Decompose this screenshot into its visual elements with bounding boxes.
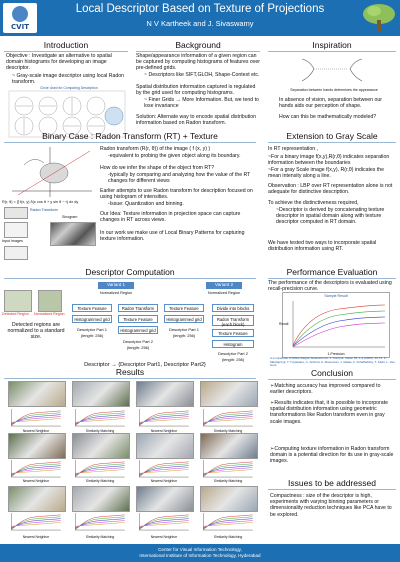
v2-texture-feature-2: Texture Feature <box>212 329 254 337</box>
v2-part2: Descriptor Part 2 (length: 256) <box>217 351 248 363</box>
radon-thumb <box>4 207 28 219</box>
result-image <box>8 486 66 512</box>
extension-p1: In RT representation , <box>268 146 318 152</box>
conclusion-title: Conclusion <box>310 368 354 378</box>
background-p2: Spatial distribution information captured is regulated by the grid used for computing histograms. <box>136 84 256 97</box>
result-plot <box>200 512 256 531</box>
binary-p2: How do we infer the shape of the object from RT? <box>100 165 215 171</box>
footer-line1: Center for Visual Information Technology, <box>158 547 242 552</box>
result-label: Nearest Neighbor <box>150 429 178 433</box>
v1-part2: Descriptor Part 2 (length: 256) <box>122 339 153 351</box>
v2-part1: Descriptor Part 1 (length: 256) <box>168 327 199 339</box>
intro-bullet: ~ Gray-scale image descriptor using local Radon transform. <box>12 73 125 86</box>
normalized-label: Normalized Region <box>34 312 65 316</box>
input-image-thumb-2 <box>4 246 28 260</box>
result-image <box>136 381 194 407</box>
background-title: Background <box>175 40 221 50</box>
result-label: Similarity Matching <box>85 429 115 433</box>
input-images-label: Input Images <box>2 239 23 243</box>
inspiration-title: Inspiration <box>312 40 352 50</box>
extension-p2: Observation : LBP over RT representation alone is not adequate for distinctive description. <box>268 183 393 196</box>
result-label: Similarity Matching <box>85 479 115 483</box>
inspiration-caption: Separation between hands determines the appearance <box>290 88 378 92</box>
inspiration-p2: How can this be mathematically modeled? <box>279 114 377 120</box>
result-image <box>72 381 130 407</box>
background-p3: Solution: Alternate way to encode spatial distribution information based on Radon transform. <box>136 114 256 127</box>
performance-title: Performance Evaluation <box>286 267 378 277</box>
results-title: Results <box>115 367 145 377</box>
sinogram-label: Sinogram <box>62 215 78 219</box>
plot-ylabel: Recall <box>279 322 289 326</box>
intro-figure-caption: Circle Used for Computing Description <box>40 86 98 90</box>
result-plot <box>136 408 192 427</box>
extension-b1: ~For a binary image f(x,y),R(r,θ) indicates separation information between the boundaries <box>268 154 390 167</box>
result-plot <box>136 459 192 478</box>
input-image-thumb <box>4 222 28 238</box>
v1-hist-grid-2: Histogrammed grid <box>118 326 158 334</box>
performance-citation: A comparison of Affine Region Detectors,Int. J. Comput. Vision 65, 1-2 (2005), 43-72. K. Mikolajczyk, T. Tuytelaars, C. Schmid, A. Zisserman, J. Matas, F. Schaffalitzky, T. Kadir, L. Van Gool. <box>270 356 395 368</box>
intro-objective: Objective : Investigate an alternative to spatial domain histograms for developing an image descriptor. <box>6 53 112 72</box>
poster-authors: N V Kartheek and J. Sivaswamy <box>146 19 254 28</box>
divider <box>268 278 396 279</box>
issues-title: Issues to be addressed <box>288 478 376 488</box>
radon-transform-label: Radon Transform <box>30 208 58 212</box>
extension-p4: We have tested two ways to incorporate spatial distribution information using RT. <box>268 240 377 253</box>
result-plot <box>8 512 64 531</box>
result-image <box>136 486 194 512</box>
issues-p1: Compactness : size of the descriptor is high, experiments with varying binning parameters or dimensionality reduction techniques like PCA have to be explored. <box>270 493 392 518</box>
result-image <box>72 486 130 512</box>
result-label: Similarity Matching <box>213 535 243 539</box>
result-image <box>200 433 258 459</box>
recall-precision-curves <box>289 299 387 351</box>
binary-b2: -typically by comparing and analyzing how the value of the RT changes for different views <box>108 172 251 185</box>
result-image <box>200 381 258 407</box>
v2-radon-each: Radon Transform (each block) <box>212 315 254 326</box>
v2-divide-blocks: Divide into blocks <box>212 304 254 312</box>
divider <box>268 379 396 380</box>
result-plot <box>8 408 64 427</box>
descriptor-caption: Detected regions are normalized to a standard size. <box>7 322 65 341</box>
divider <box>4 378 256 379</box>
v1-part1: Descriptor Part 1 (length: 256) <box>76 327 107 339</box>
conclusion-p3: ➢Computing texture information in Radon transform domain is a potential direction for its use in gray-scale images. <box>270 446 394 465</box>
footer-line2: International Institute of Information Technology, Hyderabad <box>139 553 261 558</box>
result-plot <box>200 459 256 478</box>
descriptor-formula: Descriptor → {Descriptor Part1, Descriptor Part2} <box>84 362 206 368</box>
binary-p5: In our work we make use of Local Binary Patterns for capturing texture information. <box>100 230 245 243</box>
footer-banner <box>0 544 400 562</box>
logo-text: CVIT <box>11 23 29 31</box>
inspiration-p1: In absence of vision, separation between our hands aids our perception of shape. <box>279 97 382 110</box>
introduction-title: Introduction <box>43 40 89 50</box>
divider <box>268 51 396 52</box>
background-b1: ~ Descriptors like SIFT,GLOH, Shape-Context etc. <box>144 72 260 78</box>
result-image <box>200 486 258 512</box>
detected-label: Detected Region <box>2 312 29 316</box>
binary-case-title: Binary Case : Radon Transform (RT) + Texture <box>42 131 218 141</box>
result-label: Similarity Matching <box>213 479 243 483</box>
radon-diagram <box>4 145 96 199</box>
sample-result-plot <box>279 292 390 358</box>
variant2-normalized: Normalized Region <box>207 291 241 295</box>
binary-p1: Radon transform (R(r, θ)) of the image ( f (x, y) ) <box>100 146 211 152</box>
binary-b3: -Issue: Quantization and binning. <box>108 201 184 207</box>
result-image <box>136 433 194 459</box>
divider <box>4 142 256 143</box>
header-banner <box>0 0 400 36</box>
result-plot <box>72 459 128 478</box>
variant2-header: Variant 2 <box>206 282 242 289</box>
v1-texture-feature: Texture Feature <box>72 304 112 312</box>
divider <box>136 51 260 52</box>
result-label: Similarity Matching <box>85 535 115 539</box>
v1-hist-grid-1: Histogrammed grid <box>72 315 112 323</box>
sinogram-image <box>50 222 96 246</box>
result-label: Nearest Neighbor <box>22 429 50 433</box>
normalized-region-image <box>38 290 62 312</box>
hands-figure <box>292 53 372 87</box>
result-plot <box>136 512 192 531</box>
variant1-normalized: Normalized Region <box>99 291 133 295</box>
background-b2: ~ Finer Grids → More Information. But, we tend to lose invariance <box>144 97 259 110</box>
extension-title: Extension to Gray Scale <box>286 131 378 141</box>
v1-radon-transform: Radon Transform <box>118 304 158 312</box>
result-image <box>8 381 66 407</box>
plot-title: Sample Result <box>324 294 348 298</box>
result-plot <box>8 459 64 478</box>
result-image <box>8 433 66 459</box>
v2-texture-feature: Texture Feature <box>164 304 204 312</box>
divider <box>4 51 128 52</box>
v2-hist-grid: Histogrammed grid <box>164 315 204 323</box>
divider <box>4 278 256 279</box>
v1-texture-feature-2: Texture Feature <box>118 315 158 323</box>
descriptor-title: Descriptor Computation <box>85 267 175 277</box>
binary-p3: Earlier attempts to use Radon transform for description focused on using histogram of intensities. <box>100 188 253 201</box>
binary-b1: -equivalent to probing the given object along its boundary. <box>108 153 241 159</box>
result-label: Nearest Neighbor <box>150 479 178 483</box>
divider <box>268 142 396 143</box>
conclusion-p2: ➢Results indicates that, it is possible to incorporate spatial distribution information using geometric transformations like Radon transform even in gray scale images. <box>270 400 388 425</box>
variant1-header: Variant 1 <box>98 282 134 289</box>
extension-b3: ~Descriptor is derived by concatenating texture descriptor in spatial domain along with texture descriptor computed in RT domain. <box>276 207 385 226</box>
binary-p4: Our Idea: Texture information in projection space can capture changes in RT across views. <box>100 211 241 224</box>
result-plot <box>200 408 256 427</box>
result-label: Similarity Matching <box>213 429 243 433</box>
detected-region-image <box>4 290 32 312</box>
poster-title: Local Descriptor Based on Texture of Projections <box>75 3 325 15</box>
result-label: Nearest Neighbor <box>22 479 50 483</box>
result-label: Nearest Neighbor <box>150 535 178 539</box>
background-p1: Shape/appearance information of a given region can be captured by computing histograms of features over pre-defined grids. <box>136 53 260 72</box>
extension-b2: ~For a gray Scale image f(x,y), R(r,θ) indicates the mean intensity along a line. <box>268 167 385 180</box>
performance-text: The performance of the descriptors is evaluated using recall-precision curve. <box>268 280 392 293</box>
result-plot <box>72 408 128 427</box>
radon-formula: R(r, θ) = ∫∫ f(x, y) δ(x cos θ + y sin θ − r) dx dy <box>2 200 79 204</box>
divider <box>268 489 396 490</box>
conclusion-p1: ➢Matching accuracy has improved compared to earlier descriptors. <box>270 383 381 396</box>
result-label: Nearest Neighbor <box>22 535 50 539</box>
tree-logo-icon <box>362 2 396 34</box>
result-image <box>72 433 130 459</box>
extension-p3: To achieve the distinctiveness required, <box>268 200 359 206</box>
plot-xlabel: 1-Precision <box>327 352 345 356</box>
v2-histogram: Histogram <box>212 340 254 348</box>
result-plot <box>72 512 128 531</box>
